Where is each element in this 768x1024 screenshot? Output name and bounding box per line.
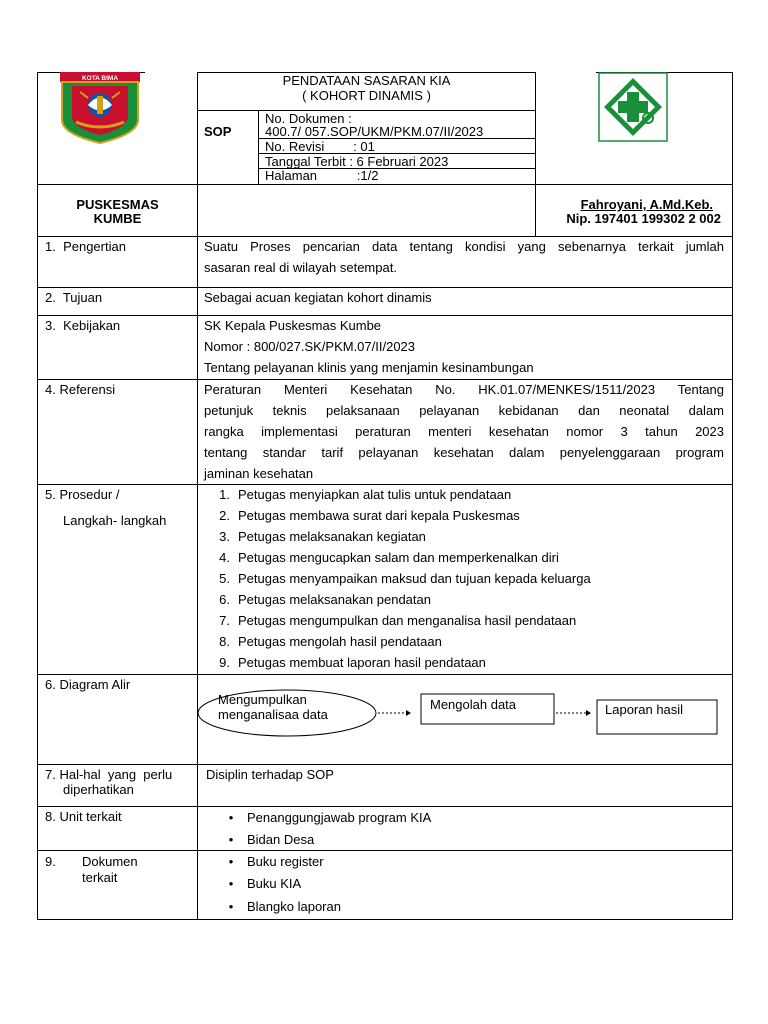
logo-banner-text: KOTA BIMA [81,75,119,82]
page-number: Halaman :1/2 [265,168,379,183]
kebijakan-line: Nomor : 800/027.SK/PKM.07/II/2023 [204,339,416,354]
hal-text: Disiplin terhadap SOP [206,767,334,782]
step-number: 1. [219,487,230,502]
list-item [208,634,442,650]
unit-item: Bidan Desa [247,832,315,847]
list-item [208,529,426,545]
issue-date: Tanggal Terbit : 6 Februari 2023 [265,154,449,169]
signer-nip: Nip. 197401 199302 2 002 [566,211,721,226]
dokumen-item: Blangko laporan [247,899,341,914]
bullet-icon: • [228,810,234,825]
step-number: 2. [219,508,230,523]
step-text: Petugas melaksanakan kegiatan [238,529,426,544]
list-item [219,899,341,915]
referensi-label: 4. Referensi [45,382,116,397]
hal-label-sub: diperhatikan [63,782,134,797]
tujuan-text: Sebagai acuan kegiatan kohort dinamis [204,290,432,305]
step-number: 7. [219,613,230,628]
kebijakan-line: SK Kepala Puskesmas Kumbe [204,318,382,333]
list-item [219,810,431,826]
flow-node-1-line1: Mengumpulkan [218,692,307,707]
tujuan-label: 2. Tujuan [45,290,103,305]
list-item [208,571,591,587]
dokumen-item: Buku KIA [247,876,302,891]
referensi-line: rangka implementasi peraturan menteri kesehatan nomor 3 tahun 2023 [204,424,724,439]
dokumen-label-sub: terkait [82,870,118,885]
hal-label: 7. Hal-hal yang perlu [45,767,173,782]
document-title: PENDATAAN SASARAN KIA [282,73,451,88]
flow-arrowhead [586,710,591,716]
flow-arrowhead [406,710,411,716]
step-number: 3. [219,529,230,544]
dokumen-label-number: 9. [45,854,56,869]
bullet-icon: • [228,854,234,869]
step-text: Petugas mengolah hasil pendataan [238,634,442,649]
step-text: Petugas menyiapkan alat tulis untuk pendataan [238,487,512,502]
list-item [208,655,486,671]
step-text: Petugas mengumpulkan dan menganalisa hasil pendataan [238,613,577,628]
list-item [208,487,511,503]
pengertian-label: 1. Pengertian [45,239,126,254]
doc-number-value: 400.7/ 057.SOP/UKM/PKM.07/II/2023 [265,124,484,139]
referensi-line: Peraturan Menteri Kesehatan No. HK.01.07/MENKES/1511/2023 Tentang [204,382,724,397]
list-item [219,876,301,892]
puskesmas-name-line1: PUSKESMAS [76,197,159,212]
referensi-line: petunjuk teknis pelaksanaan pelayanan kebidanan dan neonatal dalam [204,403,724,418]
flow-node-1-line2: menganalisaa data [218,707,328,722]
dokumen-label: Dokumen [82,854,138,869]
dokumen-item: Buku register [247,854,324,869]
flow-node-3: Laporan hasil [605,702,684,717]
referensi-line: tentang standar tarif pelayanan kesehatan dalam penyelenggaraan program [204,445,724,460]
kota-bima-logo [58,72,142,144]
bullet-icon: • [228,899,234,914]
puskesmas-name-line2: KUMBE [93,211,142,226]
signer-name: Fahroyani, A.Md.Keb. [580,197,713,212]
bullet-icon: • [228,876,234,891]
pengertian-line: sasaran real di wilayah setempat. [204,260,397,275]
step-number: 6. [219,592,230,607]
step-text: Petugas melaksanakan pendatan [238,592,431,607]
kebijakan-label: 3. Kebijakan [45,318,121,333]
referensi-line: jaminan kesehatan [204,466,314,481]
document-subtitle: ( KOHORT DINAMIS ) [302,88,431,103]
unit-item: Penanggungjawab program KIA [247,810,432,825]
list-item [208,550,559,566]
list-item [219,832,314,848]
sop-label: SOP [204,124,232,139]
puskesmas-logo [598,72,668,142]
pengertian-line: Suatu Proses pencarian data tentang kondisi yang sebenarnya terkait jumlah [204,239,724,254]
diagram-label: 6. Diagram Alir [45,677,131,692]
list-item [208,508,520,524]
step-number: 4. [219,550,230,565]
prosedur-label-sub: Langkah- langkah [63,513,167,528]
step-number: 8. [219,634,230,649]
step-text: Petugas membawa surat dari kepala Puskesmas [238,508,520,523]
step-number: 9. [219,655,230,670]
step-text: Petugas mengucapkan salam dan memperkenalkan diri [238,550,559,565]
list-item [219,854,324,870]
list-item [208,613,576,629]
bullet-icon: • [228,832,234,847]
doc-number-label: No. Dokumen : [265,111,352,126]
prosedur-label: 5. Prosedur / [45,487,120,502]
step-number: 5. [219,571,230,586]
kebijakan-line: Tentang pelayanan klinis yang menjamin kesinambungan [204,360,534,375]
revision-number: No. Revisi : 01 [265,139,375,154]
step-text: Petugas menyampaikan maksud dan tujuan kepada keluarga [238,571,591,586]
list-item [208,592,431,608]
step-text: Petugas membuat laporan hasil pendataan [238,655,486,670]
unit-label: 8. Unit terkait [45,809,122,824]
flow-node-2: Mengolah data [430,697,517,712]
